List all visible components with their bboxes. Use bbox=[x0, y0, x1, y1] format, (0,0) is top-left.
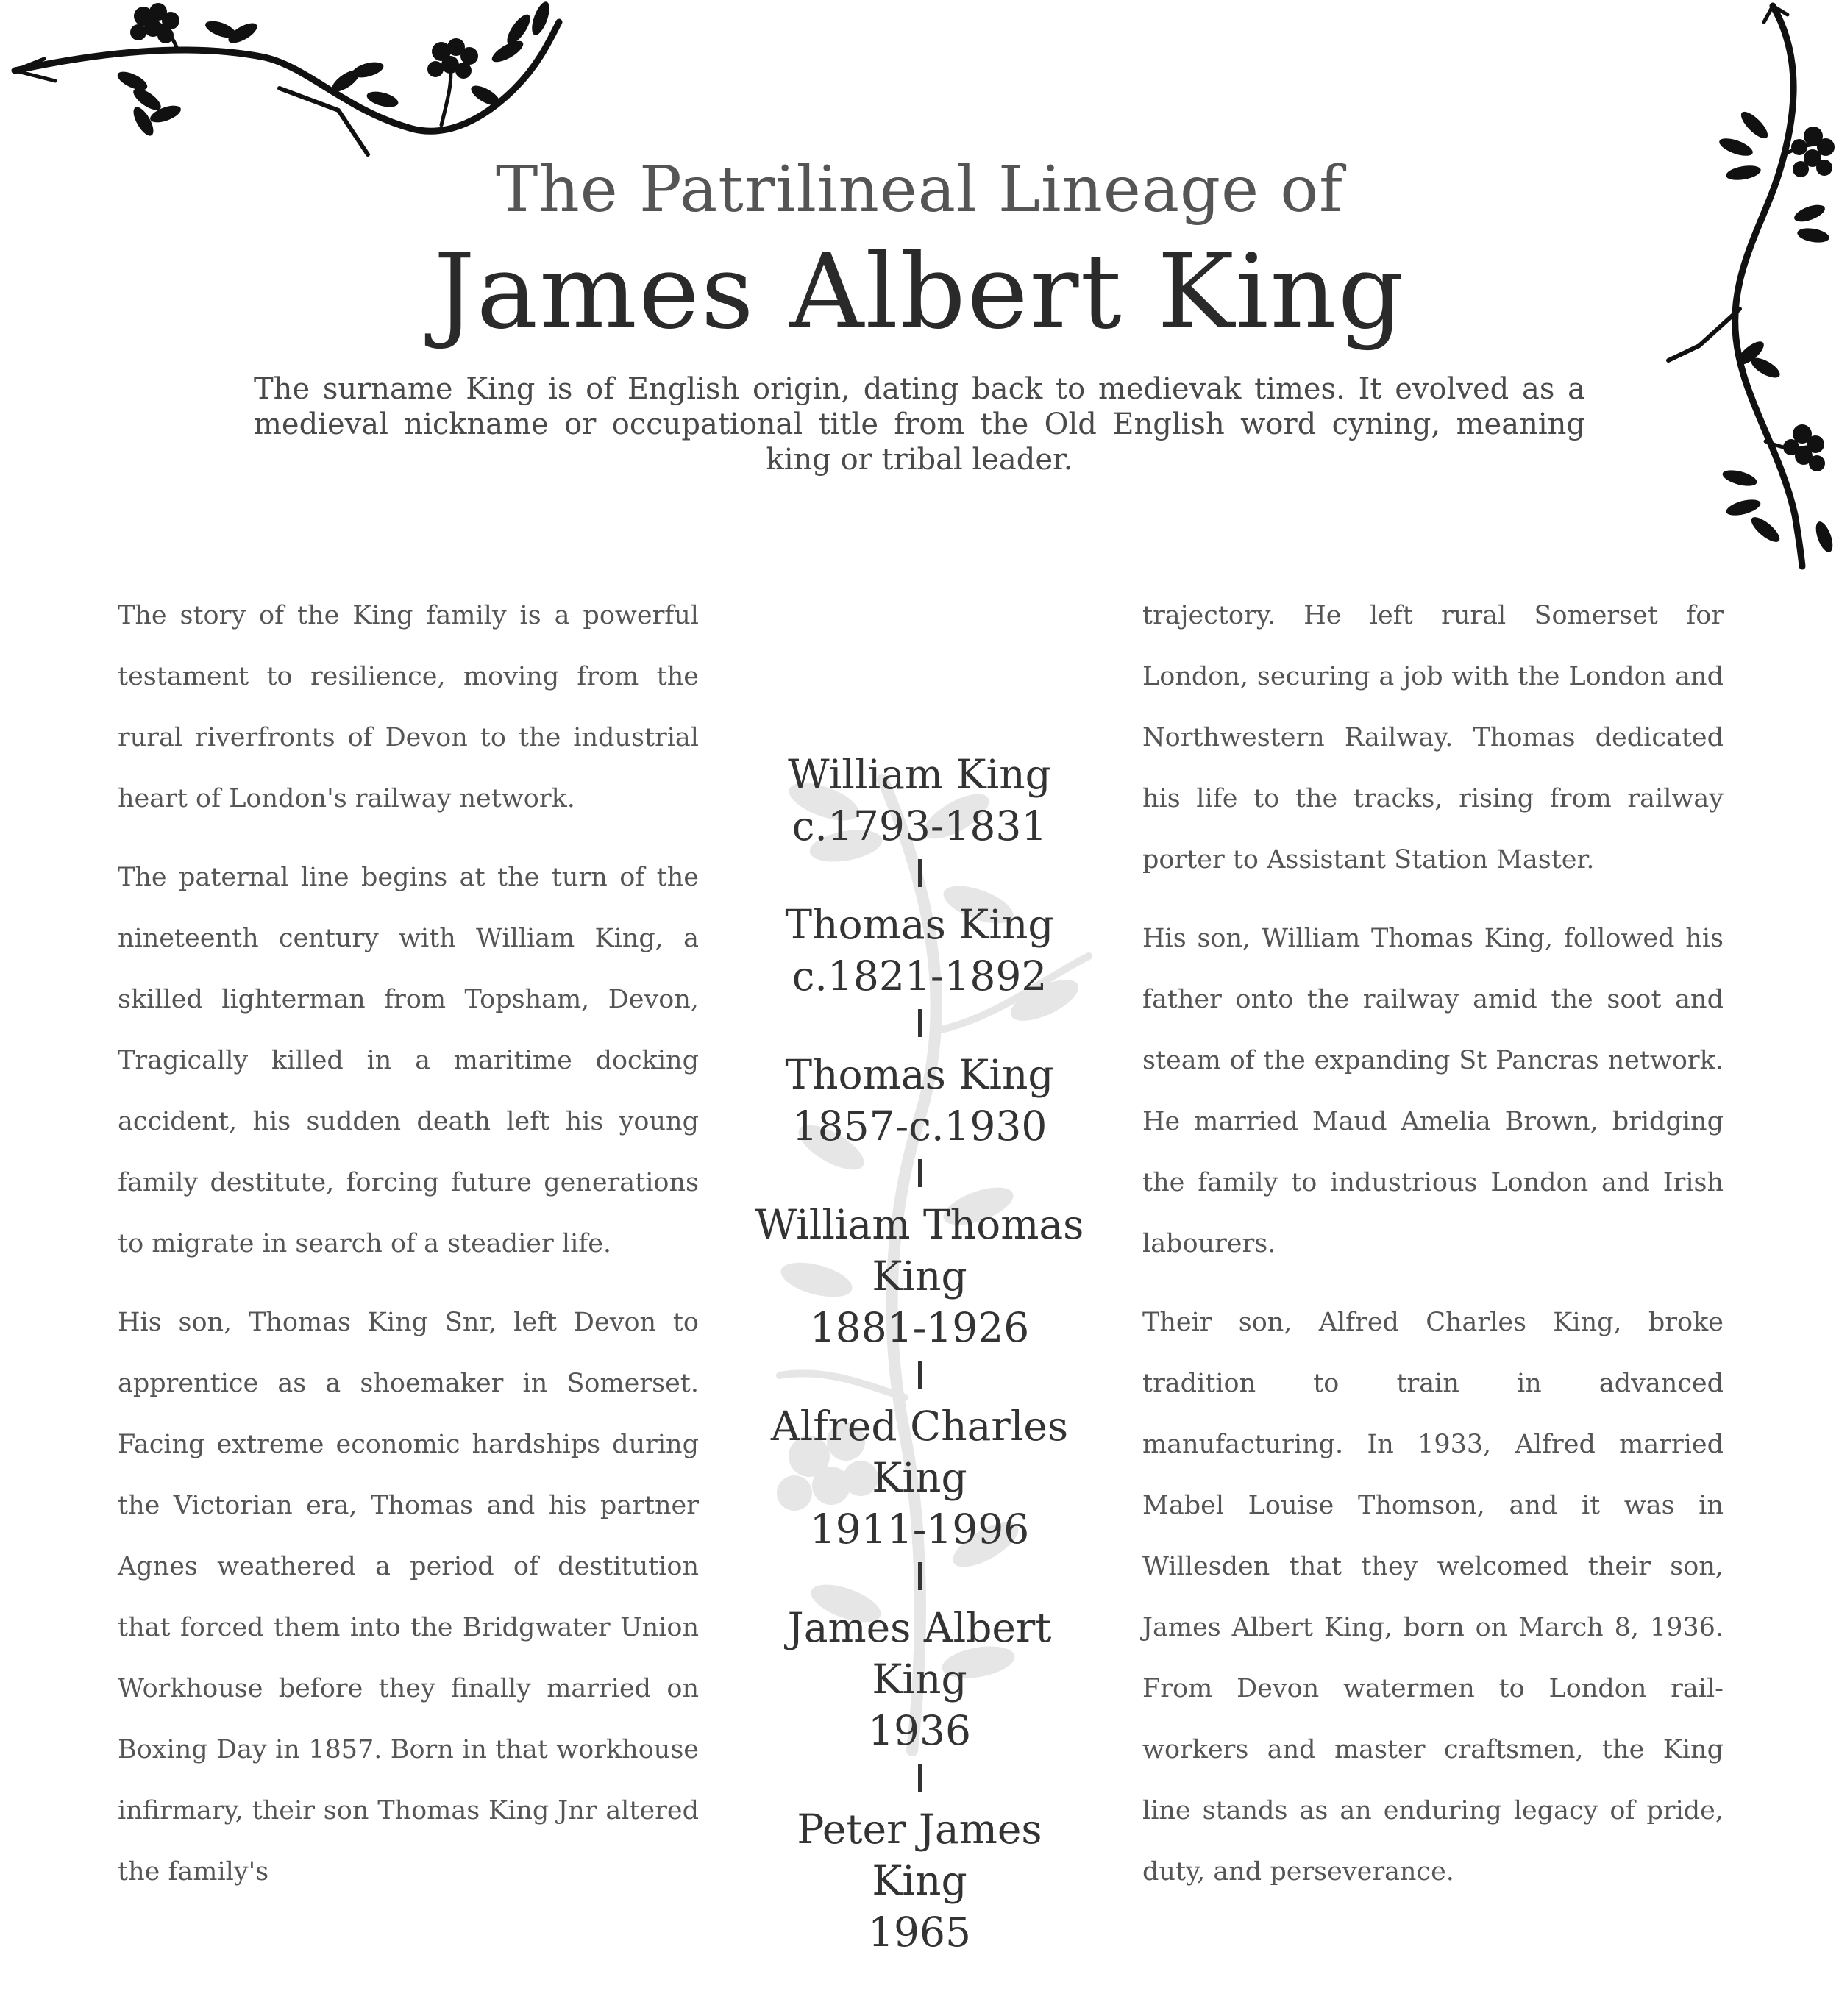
right-paragraph-1: trajectory. He left rural Somerset for London, securing a job with the London and Northwestern Railway. Thomas dedicated his life to the tracks, rising from railway porter to Assistant Station Master. bbox=[1142, 601, 1724, 875]
left-column bbox=[118, 585, 699, 1920]
left-paragraph-1: The story of the King family is a powerful testament to resilience, moving from the rural riverfronts of Devon to the industrial heart of London's railway network. bbox=[118, 601, 699, 813]
generation-2 bbox=[743, 899, 1096, 1002]
page-title-line-1: The Patrilineal Lineage of bbox=[496, 153, 1343, 227]
generation-dates: c.1821-1892 bbox=[792, 952, 1047, 1000]
right-paragraph-2: His son, William Thomas King, followed his father onto the railway amid the soot and steam of the expanding St Pancras network. He married Maud Amelia Brown, bridging the family to industrious London and Irish labourers. bbox=[1142, 924, 1724, 1258]
right-paragraph-3: Their son, Alfred Charles King, broke tradition to train in advanced manufacturing. In 1933, Alfred married Mabel Louise Thomson, and it was in Willesden that they welcomed their son, James Albert King, born on March 8, 1936. From Devon watermen to London rail-workers and master craftsmen, the King line stands as an enduring legacy of pride, duty, and perseverance. bbox=[1142, 1308, 1724, 1887]
generation-1 bbox=[743, 749, 1096, 852]
generation-3 bbox=[743, 1049, 1096, 1152]
generation-surname: King bbox=[872, 1656, 967, 1703]
intro-paragraph: The surname King is of English origin, dating back to medievak times. It evolved as a medieval nickname or occupational title from the Old English word cyning, meaning king or tribal leader. bbox=[254, 372, 1585, 477]
generation-5 bbox=[743, 1400, 1096, 1555]
generation-dates: 1881-1926 bbox=[809, 1304, 1030, 1351]
generation-dates: 1857-c.1930 bbox=[792, 1103, 1047, 1150]
generation-dates: 1936 bbox=[868, 1707, 971, 1754]
generation-name: James Albert bbox=[787, 1604, 1052, 1651]
page-title-name: James Albert King bbox=[433, 232, 1406, 352]
right-column bbox=[1142, 585, 1724, 1920]
lineage-connector bbox=[918, 859, 922, 887]
lineage-connector bbox=[918, 1361, 922, 1389]
generation-name: Alfred Charles bbox=[770, 1403, 1069, 1450]
lineage-connector bbox=[918, 1159, 922, 1187]
generation-dates: c.1793-1831 bbox=[792, 802, 1047, 850]
left-paragraph-3: His son, Thomas King Snr, left Devon to apprentice as a shoemaker in Somerset. Facing extreme economic hardships during the Victorian era, Thomas and his partner Agnes weathered a period of destitution that forced them into the Bridgwater Union Workhouse before they finally married on Boxing Day in 1857. Born in that workhouse infirmary, their son Thomas King Jnr altered the family's bbox=[118, 1308, 699, 1887]
lineage-chart bbox=[743, 749, 1096, 1958]
generation-7 bbox=[743, 1803, 1096, 1958]
lineage-connector bbox=[918, 1562, 922, 1590]
generation-name: Peter James bbox=[797, 1806, 1042, 1853]
generation-dates: 1965 bbox=[868, 1909, 971, 1956]
generation-dates: 1911-1996 bbox=[809, 1506, 1030, 1553]
generation-4 bbox=[743, 1199, 1096, 1353]
generation-6 bbox=[743, 1602, 1096, 1756]
generation-name: William King bbox=[788, 751, 1051, 798]
generation-surname: King bbox=[872, 1454, 967, 1501]
generation-name: Thomas King bbox=[785, 901, 1054, 948]
generation-name: Thomas King bbox=[785, 1051, 1054, 1098]
generation-surname: King bbox=[872, 1253, 967, 1300]
left-paragraph-2: The paternal line begins at the turn of the nineteenth century with William King, a skilled lighterman from Topsham, Devon, Tragically killed in a maritime docking accident, his sudden death left his young family destitute, forcing future generations to migrate in search of a steadier life. bbox=[118, 863, 699, 1258]
lineage-connector bbox=[918, 1009, 922, 1037]
generation-surname: King bbox=[872, 1857, 967, 1904]
generation-name: William Thomas bbox=[755, 1201, 1084, 1248]
lineage-connector bbox=[918, 1764, 922, 1792]
rowan-branch-top-left-icon bbox=[0, 0, 574, 177]
